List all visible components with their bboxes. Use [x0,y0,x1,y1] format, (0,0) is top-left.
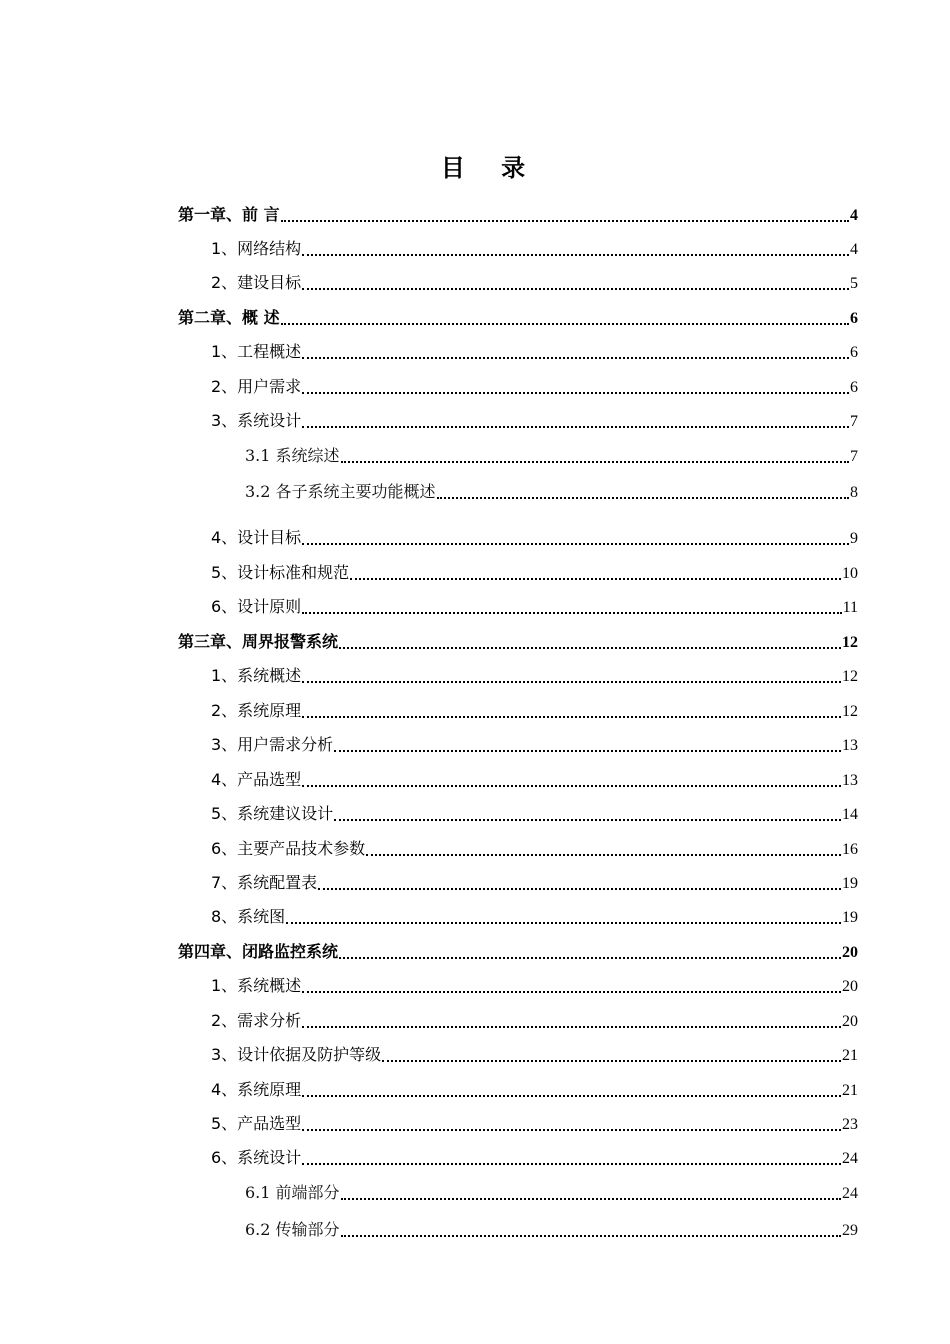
toc-entry-subsection[interactable] [245,1182,858,1205]
toc-page-number: 24 [842,1185,858,1202]
toc-entry-section[interactable] [211,906,858,929]
toc-dot-leader [341,461,849,463]
toc-page-number: 13 [842,737,858,754]
toc-page-number: 6 [850,310,858,327]
toc-dot-leader [302,288,849,290]
toc-dot-leader [302,426,849,428]
toc-entry-subsection[interactable] [245,1219,858,1242]
toc-entry-section[interactable] [211,376,858,399]
toc-entry-section[interactable] [211,803,858,826]
toc-dot-leader [382,1060,841,1062]
toc-entry-label: 第三章、周界报警系统 [178,632,339,651]
toc-dot-leader [302,1026,841,1028]
toc-entry-chapter[interactable] [178,307,858,330]
toc-entry-label: 3、用户需求分析 [211,735,334,754]
toc-entry-section[interactable] [211,272,858,295]
toc-entry-label: 5、产品选型 [211,1114,302,1133]
toc-entry-label: 4、产品选型 [211,770,302,789]
toc-entry-label: 2、建设目标 [211,273,302,292]
toc-entry-label: 7、系统配置表 [211,873,318,892]
toc-entry-label: 8、系统图 [211,907,286,926]
toc-entry-section[interactable] [211,1079,858,1102]
toc-dot-leader [341,1235,841,1237]
toc-entry-section[interactable] [211,238,858,261]
toc-entry-section[interactable] [211,1010,858,1033]
toc-page-number: 23 [842,1116,858,1133]
toc-page-number: 20 [842,1013,858,1030]
toc-page-number: 4 [850,207,858,224]
toc-entry-section[interactable] [211,975,858,998]
toc-entry-subsection[interactable] [245,481,858,504]
toc-page-number: 7 [850,448,858,465]
toc-entry-section[interactable] [211,527,858,550]
toc-entry-section[interactable] [211,1044,858,1067]
toc-entry-section[interactable] [211,665,858,688]
toc-dot-leader [302,1095,841,1097]
toc-entry-subsection[interactable] [245,445,858,468]
toc-entry-section[interactable] [211,700,858,723]
toc-page-number: 7 [850,413,858,430]
toc-entry-label: 5、设计标准和规范 [211,563,350,582]
toc-dot-leader [302,991,841,993]
toc-entry-section[interactable] [211,769,858,792]
toc-page-number: 14 [842,806,858,823]
toc-entry-section[interactable] [211,562,858,585]
toc-page-number: 12 [842,668,858,685]
toc-entry-label: 3、系统设计 [211,411,302,430]
toc-entry-label: 1、系统概述 [211,666,302,685]
toc-dot-leader [334,750,841,752]
toc-entry-label: 3.2 各子系统主要功能概述 [245,482,436,501]
toc-dot-leader [302,681,841,683]
toc-dot-leader [339,647,841,649]
toc-dot-leader [302,1163,841,1165]
toc-page-number: 8 [850,484,858,501]
toc-entry-label: 第四章、闭路监控系统 [178,942,339,961]
toc-page-number: 11 [842,599,858,616]
toc-dot-leader [302,716,841,718]
toc-dot-leader [302,1129,841,1131]
toc-dot-leader [302,254,849,256]
toc-entry-section[interactable] [211,734,858,757]
toc-dot-leader [437,497,849,499]
toc-dot-leader [281,220,849,222]
toc-entry-label: 2、用户需求 [211,377,302,396]
toc-entry-label: 第二章、概 述 [178,308,280,327]
toc-page-number: 21 [842,1082,858,1099]
toc-entry-label: 6.1 前端部分 [245,1183,340,1202]
toc-dot-leader [334,819,841,821]
toc-page-number: 20 [842,978,858,995]
toc-title: 目 录 [440,154,540,182]
toc-entry-label: 5、系统建议设计 [211,804,334,823]
toc-entry-label: 6、设计原则 [211,597,302,616]
toc-dot-leader [339,957,841,959]
toc-entry-label: 3.1 系统综述 [245,446,340,465]
toc-dot-leader [302,543,849,545]
toc-dot-leader [302,392,849,394]
toc-entry-chapter[interactable] [178,204,858,227]
toc-page-number: 19 [842,875,858,892]
toc-entry-section[interactable] [211,410,858,433]
toc-entry-label: 1、网络结构 [211,239,302,258]
toc-entry-section[interactable] [211,838,858,861]
toc-dot-leader [341,1198,841,1200]
toc-entry-label: 6、系统设计 [211,1148,302,1167]
toc-entry-label: 3、设计依据及防护等级 [211,1045,382,1064]
toc-entry-section[interactable] [211,596,858,619]
toc-page-number: 24 [842,1150,858,1167]
toc-page-number: 16 [842,841,858,858]
toc-entry-label: 第一章、前 言 [178,205,280,224]
toc-page-number: 12 [842,634,858,651]
toc-page-number: 6 [850,344,858,361]
toc-dot-leader [302,612,841,614]
toc-page-number: 12 [842,703,858,720]
toc-page-number: 4 [850,241,858,258]
toc-entry-section[interactable] [211,341,858,364]
toc-entry-label: 6、主要产品技术参数 [211,839,366,858]
toc-entry-section[interactable] [211,1113,858,1136]
toc-page-number: 5 [850,275,858,292]
toc-page-number: 10 [842,565,858,582]
toc-dot-leader [366,854,841,856]
toc-dot-leader [286,922,841,924]
toc-page-number: 13 [842,772,858,789]
toc-page-number: 9 [850,530,858,547]
toc-page-number: 19 [842,909,858,926]
toc-dot-leader [302,357,849,359]
toc-entry-label: 1、工程概述 [211,342,302,361]
toc-page-number: 21 [842,1047,858,1064]
toc-entry-label: 4、设计目标 [211,528,302,547]
toc-dot-leader [281,323,849,325]
toc-entry-label: 1、系统概述 [211,976,302,995]
toc-entry-chapter[interactable] [178,631,858,654]
toc-page-number: 6 [850,379,858,396]
toc-entry-label: 2、系统原理 [211,701,302,720]
toc-page-number: 29 [842,1222,858,1239]
toc-entry-label: 6.2 传输部分 [245,1220,340,1239]
toc-entry-label: 4、系统原理 [211,1080,302,1099]
toc-dot-leader [302,785,841,787]
toc-entry-section[interactable] [211,872,858,895]
toc-dot-leader [318,888,841,890]
toc-dot-leader [350,578,841,580]
toc-entry-chapter[interactable] [178,941,858,964]
toc-entry-label: 2、需求分析 [211,1011,302,1030]
toc-entry-section[interactable] [211,1147,858,1170]
toc-page-number: 20 [842,944,858,961]
